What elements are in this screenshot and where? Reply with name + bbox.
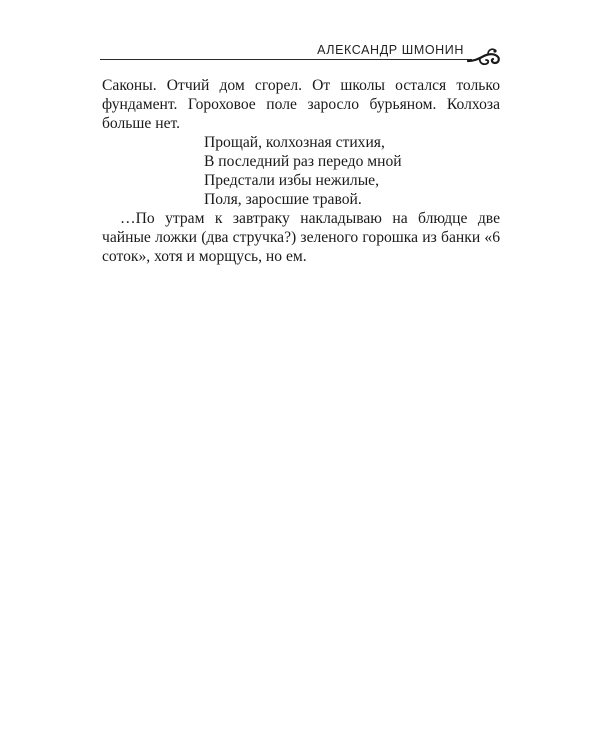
page-text <box>102 76 500 266</box>
running-header <box>100 38 502 68</box>
verse-line: Предстали избы нежилые, <box>204 172 379 189</box>
paragraph: …По утрам к завтраку накладываю на блюдце две чайные ложки (два стручка?) зеленого горошка из банки «6 соток», хотя и морщусь, но ем. <box>102 210 500 265</box>
running-head-author: АЛЕКСАНДР ШМОНИН <box>317 43 464 57</box>
header-rule <box>100 59 472 60</box>
flourish-ornament-icon <box>466 46 502 68</box>
verse-line: В последний раз передо мной <box>204 153 402 170</box>
verse-line: Прощай, колхозная стихия, <box>204 134 385 151</box>
verse-line: Поля, заросшие травой. <box>204 191 362 208</box>
poem-stanza <box>204 133 500 209</box>
paragraph: Саконы. Отчий дом сгорел. От школы остался только фундамент. Гороховое поле заросло бурьяном. Колхоза больше нет. <box>102 77 500 132</box>
